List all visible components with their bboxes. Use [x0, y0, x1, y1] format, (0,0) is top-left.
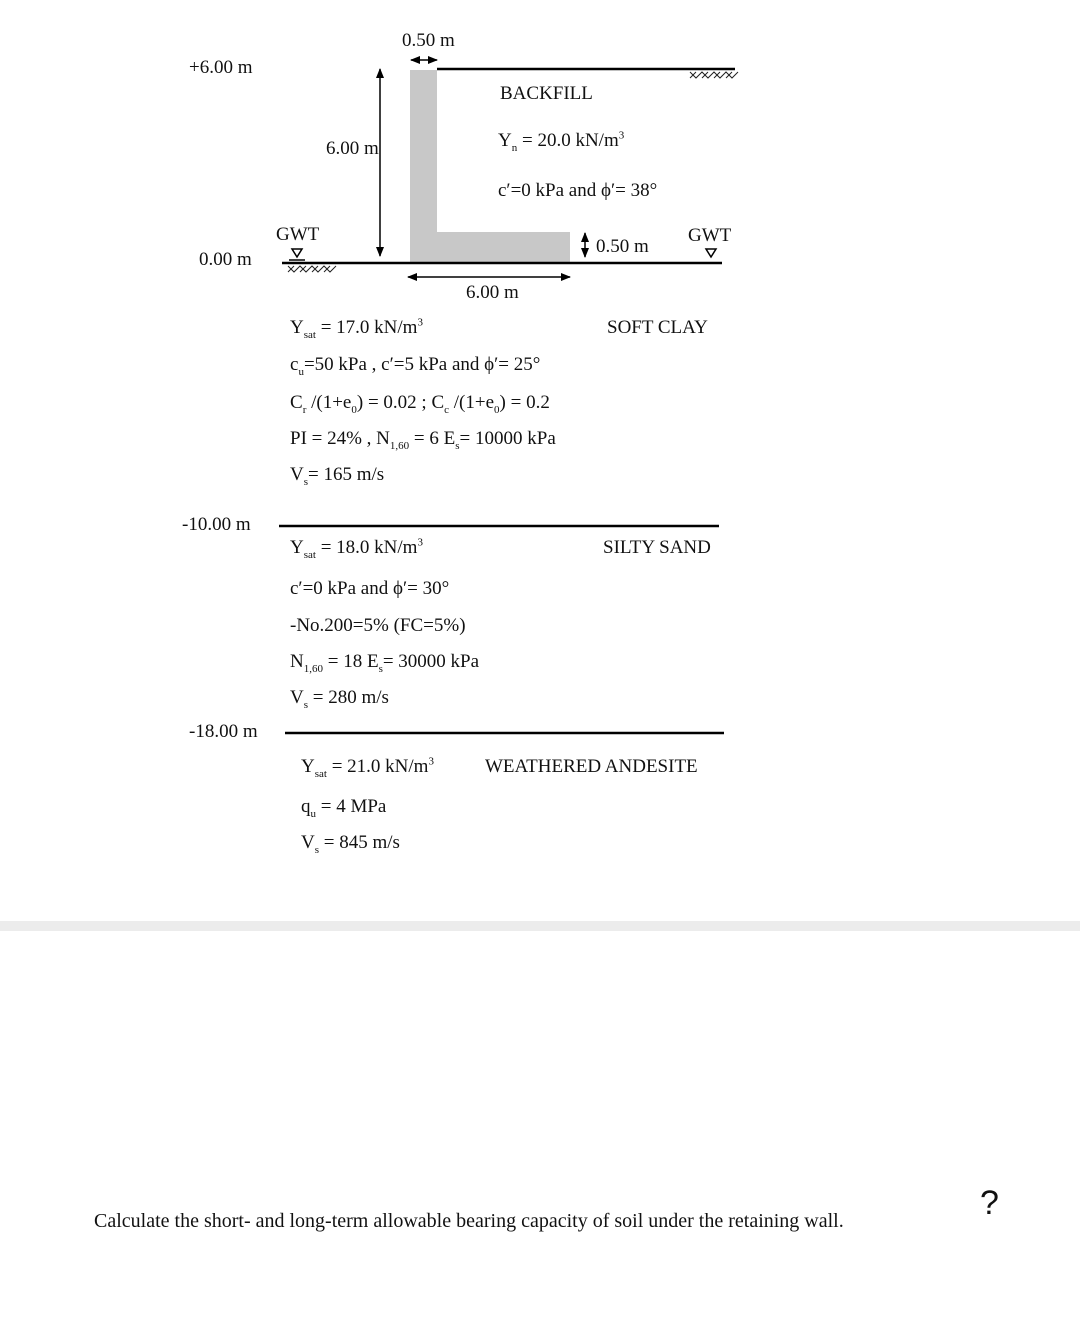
- soft-clay-compression: $C_r$ $/(1+e_0) = 0.02$ ; $C_c$ $/(1+e_0) = 0.2$: [290, 392, 550, 416]
- gwt-right-label: GWT: [688, 225, 732, 246]
- elevation-top-label: +6.00 m: [189, 57, 253, 78]
- gamma-symbol: Υ: [498, 130, 512, 151]
- soft-clay-shear-velocity: $V_s= 165$ m/s: [290, 464, 385, 488]
- soft-clay-unit-weight: $\Upsilon_{sat} = 17.0$ $kN/m^3$: [290, 316, 423, 341]
- gamma-symbol: Υ: [301, 756, 315, 777]
- andesite-ucs: $q_u = 4$ MPa: [301, 796, 387, 820]
- backfill-title: BACKFILL: [500, 83, 593, 104]
- andesite-unit-weight: $\Upsilon_{sat} = 21.0$ $kN/m^3$: [301, 755, 434, 780]
- backfill-unit-weight: $\Upsilon_n = 20.0$ $kN/m^3$: [498, 129, 625, 154]
- soft-clay-pi-spt: PI = 24% , $N_{1,60} = 6$ $E_s= 10000$ kPa: [290, 428, 556, 452]
- elevation-ground-label: 0.00 m: [199, 249, 252, 270]
- silty-sand-shear-velocity: $V_s = 280$ m/s: [290, 687, 389, 711]
- gwt-left-label: GWT: [276, 224, 320, 245]
- gamma-symbol: Υ: [290, 537, 304, 558]
- silty-sand-fines: -No.200=5% (FC=5%): [290, 615, 466, 636]
- andesite-shear-velocity: $V_s = 845$ m/s: [301, 832, 400, 856]
- question-text: Calculate the short- and long-term allowable bearing capacity of soil under the retaining wall.: [94, 1210, 844, 1232]
- andesite-title: WEATHERED ANDESITE: [485, 756, 698, 777]
- silty-sand-strength: c′=0 kPa and ϕ′= 30°: [290, 578, 450, 599]
- gwt-right-symbol: [706, 249, 716, 257]
- base-width-label: 6.00 m: [466, 282, 519, 303]
- soft-clay-strength: $c_u=50$ kPa , c′=5 kPa and ϕ′= 25°: [290, 354, 541, 378]
- backfill-strength: c′=0 kPa and ϕ′= 38°: [498, 180, 658, 201]
- silty-sand-spt-modulus: $N_{1,60} = 18$ $E_s= 30000$ kPa: [290, 651, 480, 675]
- silty-sand-unit-weight: $\Upsilon_{sat} = 18.0$ $kN/m^3$: [290, 536, 423, 561]
- elevation-clay-bottom-label: -10.00 m: [182, 514, 251, 535]
- stem-thickness-label: 0.50 m: [402, 30, 455, 51]
- gamma-symbol: Υ: [290, 317, 304, 338]
- image-separator: [0, 921, 1080, 931]
- elevation-sand-bottom-label: -18.00 m: [189, 721, 258, 742]
- base-thickness-label: 0.50 m: [596, 236, 649, 257]
- question-mark: ?: [980, 1184, 999, 1222]
- ground-hatch-backfill: [690, 72, 738, 78]
- ground-hatch-front: [288, 266, 336, 272]
- gwt-left-symbol: [289, 249, 305, 260]
- soft-clay-title: SOFT CLAY: [607, 317, 708, 338]
- wall-height-label: 6.00 m: [326, 138, 379, 159]
- silty-sand-title: SILTY SAND: [603, 537, 711, 558]
